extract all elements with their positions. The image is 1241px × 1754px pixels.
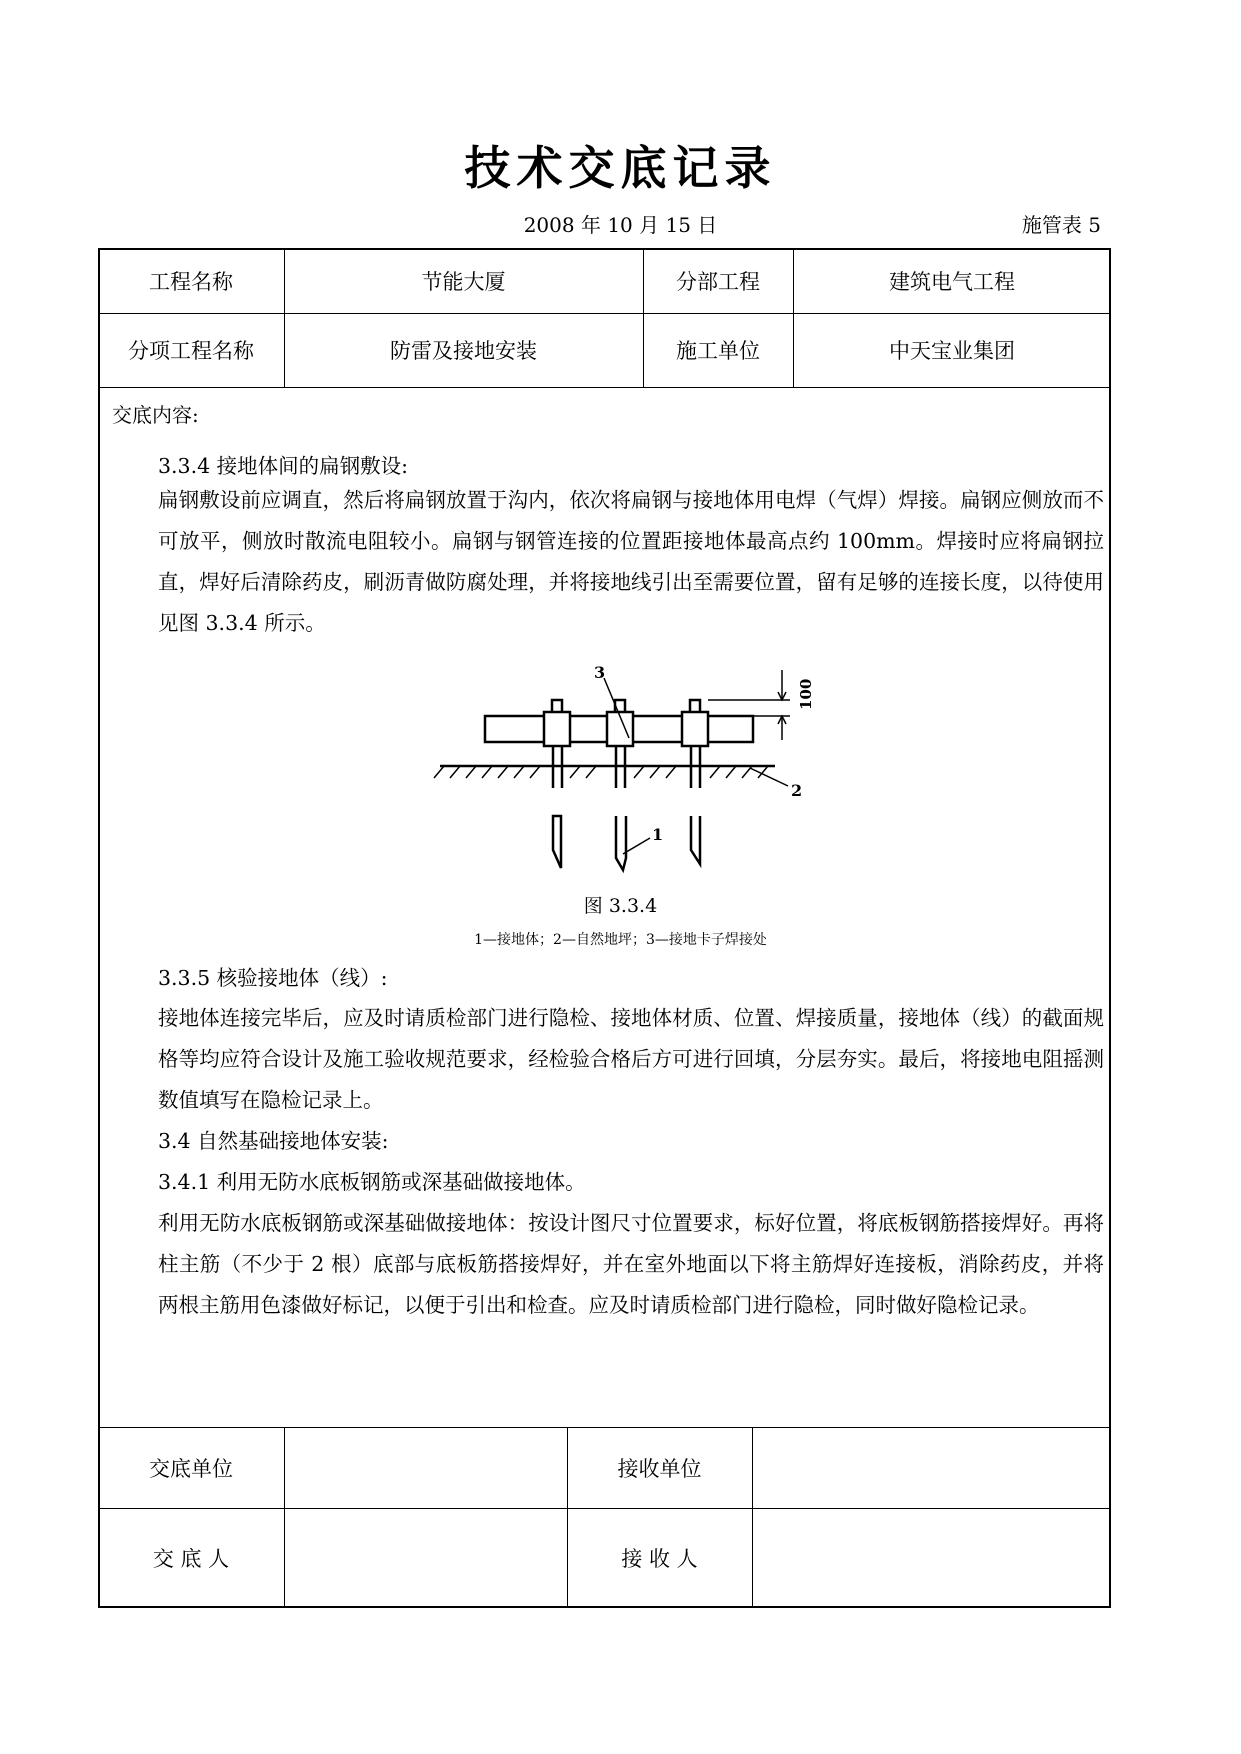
pipe-top <box>552 700 562 712</box>
leader-line-2 <box>750 768 788 786</box>
issuer-person-label: 交 底 人 <box>152 1547 230 1571</box>
section-3-3-5-text: 接地体连接完毕后，应及时请质检部门进行隐检、接地体材质、位置、焊接质量，接地体（线）的截面规格等均应符合设计及施工验收规范要求，经检验合格后方可进行回填，分层夯实。最后，将接地电阻摇测数值填写在隐检记录上。 <box>158 1006 1104 1112</box>
section-3-3-4-heading: 3.3.4 接地体间的扁钢敷设: <box>158 454 409 478</box>
ground-stake <box>691 816 700 864</box>
subitem-value[interactable]: 防雷及接地安装 <box>390 339 537 363</box>
row-divider <box>98 387 1111 388</box>
section-3-4-1-text: 利用无防水底板钢筋或深基础做接地体：按设计图尺寸位置要求，标好位置，将底板钢筋搭接焊好。再将柱主筋（不少于 2 根）底部与底板筋搭接焊好，并在室外地面以下将主筋焊好连接板，消除药皮，并将两根主筋用色漆做好标记，以便于引出和检查。应及时请质检部门进行隐检，同时做好隐检记录。 <box>158 1211 1104 1317</box>
project-name-label: 工程名称 <box>149 269 233 294</box>
section-3-3-4-text: 扁钢敷设前应调直，然后将扁钢放置于沟内，依次将扁钢与接地体用电焊（气焊）焊接。扁钢应侧放而不可放平，侧放时散流电阻较小。扁钢与钢管连接的位置距接地体最高点约 100mm。焊接时应将扁钢拉直，焊好后清除药皮，刷沥青做防腐处理，并将接地线引出至需要位置，留有足够的连接长度，以待使用见图 3.3.4 所示。 <box>158 488 1104 635</box>
issuer-person-field[interactable] <box>284 1508 567 1608</box>
ground-stake <box>553 816 561 868</box>
ground-hatch <box>434 766 768 778</box>
ground-stake <box>616 816 626 870</box>
issuer-unit-field[interactable] <box>284 1427 567 1508</box>
section-3-4-heading: 3.4 自然基础接地体安装: <box>158 1129 389 1153</box>
receiver-person-field[interactable] <box>752 1508 1111 1608</box>
callout-1: 1 <box>652 825 664 844</box>
pipe-top <box>615 700 625 712</box>
receiver-person-label: 接 收 人 <box>621 1547 698 1571</box>
form-number: 施管表 5 <box>1021 213 1101 237</box>
dimension-label: 100 <box>797 678 815 710</box>
document-title: 技术交底记录 <box>464 141 777 195</box>
contractor-value[interactable]: 中天宝业集团 <box>889 339 1015 363</box>
issuer-unit-label: 交底单位 <box>149 1456 233 1481</box>
callout-2: 2 <box>791 781 803 800</box>
division-value[interactable]: 建筑电气工程 <box>889 269 1015 294</box>
receiver-unit-label: 接收单位 <box>617 1456 702 1481</box>
document-date: 2008 年 10 月 15 日 <box>523 213 718 237</box>
grounding-figure <box>420 658 820 888</box>
figure-legend: 1—接地体；2—自然地坪；3—接地卡子焊接处 <box>474 932 767 948</box>
division-label: 分部工程 <box>676 269 760 294</box>
dimension-marker <box>708 670 790 740</box>
figure-caption: 图 3.3.4 <box>583 895 658 917</box>
clamp-block <box>682 712 708 746</box>
subitem-label: 分项工程名称 <box>128 339 254 363</box>
project-name-value[interactable]: 节能大厦 <box>421 269 506 294</box>
content-label: 交底内容: <box>112 403 199 427</box>
callout-3: 3 <box>594 663 606 682</box>
clamp-block <box>544 712 570 746</box>
pipe-top <box>690 700 700 712</box>
section-3-3-5-heading: 3.3.5 核验接地体（线）: <box>158 966 388 990</box>
receiver-unit-field[interactable] <box>752 1427 1111 1508</box>
contractor-label: 施工单位 <box>676 339 760 363</box>
section-3-4-1-heading: 3.4.1 利用无防水底板钢筋或深基础做接地体。 <box>158 1170 586 1194</box>
